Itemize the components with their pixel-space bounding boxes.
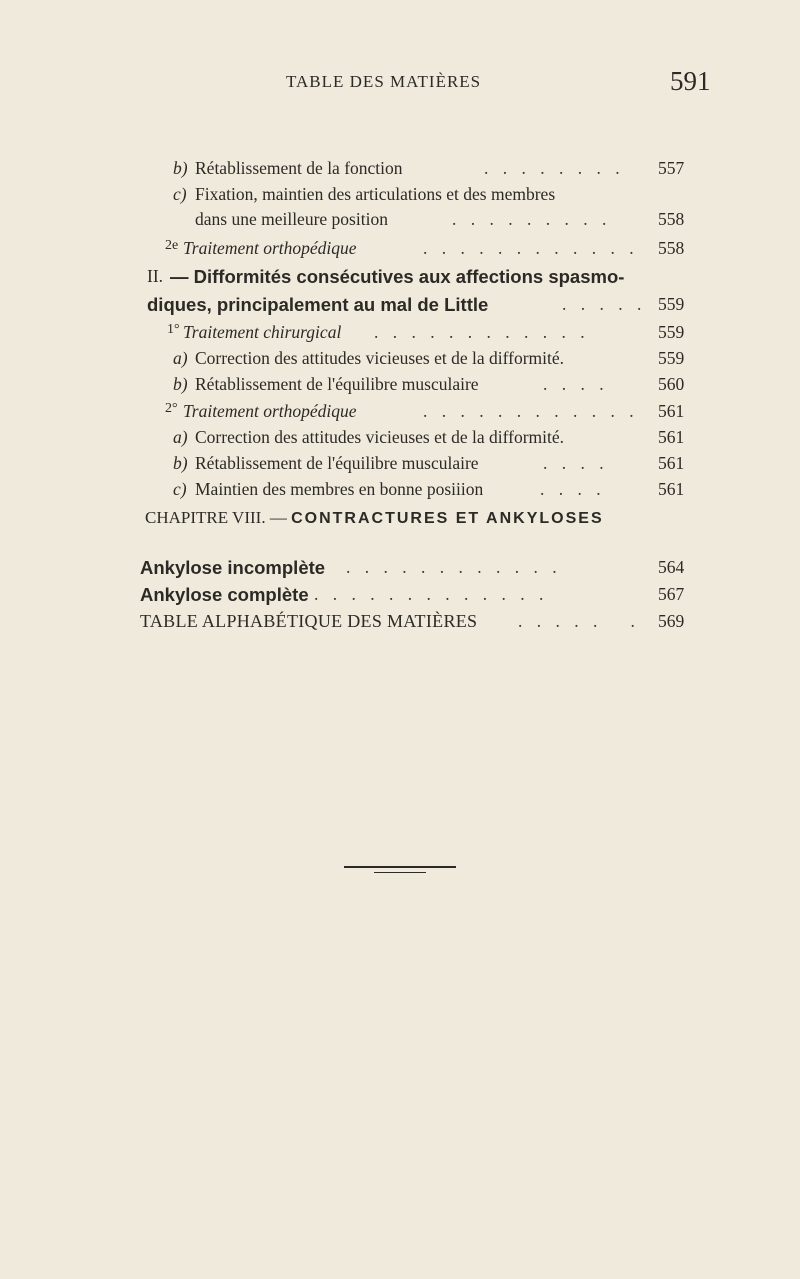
page-number: 591	[670, 66, 711, 96]
entry-page: 567	[658, 584, 685, 604]
toc-entry	[0, 209, 800, 233]
entry-label: b)	[173, 453, 188, 473]
entry-page: 561	[658, 401, 685, 421]
closing-rule	[344, 866, 456, 868]
entry-page: 564	[658, 557, 685, 577]
chapter-title: CONTRACTURES ET ANKYLOSES	[291, 510, 604, 527]
section-number: II.	[147, 266, 164, 286]
leader-dots: . . . .	[543, 453, 609, 473]
leader-dots: . . . . . . . . . . . . .	[314, 584, 549, 604]
toc-entry	[0, 158, 800, 182]
entry-page: 557	[658, 158, 685, 178]
entry-text: Maintien des membres en bonne posiiion	[195, 479, 484, 499]
entry-page: 558	[658, 238, 685, 258]
entry-page: 561	[658, 479, 685, 499]
entry-page: 561	[658, 453, 685, 473]
toc-chapter-entry	[0, 584, 800, 608]
entry-text: Correction des attitudes vicieuses et de la difformité.	[195, 348, 565, 368]
leader-dots: . . . . . . . . . . . .	[374, 322, 590, 342]
toc-section-heading	[0, 294, 800, 318]
toc-section-heading	[0, 266, 800, 290]
entry-label: 1°	[167, 322, 180, 337]
entry-text: Rétablissement de la fonction	[195, 158, 403, 178]
leader-dots: . . . . . . . .	[484, 158, 625, 178]
toc-entry	[0, 374, 800, 398]
leader-dots: . . . . . . . . . . . .	[346, 557, 562, 577]
toc-entry	[0, 348, 800, 372]
entry-page: 560	[658, 374, 685, 394]
entry-page: 559	[658, 348, 685, 368]
entry-text: Rétablissement de l'équilibre musculaire	[195, 374, 479, 394]
entry-page: 569	[658, 611, 685, 631]
entry-text: Ankylose incomplète	[140, 557, 326, 578]
entry-text: Traitement chirurgical	[183, 322, 342, 342]
toc-entry	[0, 322, 800, 346]
toc-entry	[0, 184, 800, 208]
leader-dots: . . . . . . . . . . . .	[423, 401, 639, 421]
section-title: diques, principalement au mal de Little	[147, 294, 489, 315]
entry-text: Fixation, maintien des articulations et des membres	[195, 184, 556, 204]
entry-page: 561	[658, 427, 685, 447]
toc-entry	[0, 427, 800, 451]
running-title: TABLE DES MATIÈRES	[286, 72, 482, 91]
leader-dots: . . . .	[543, 374, 609, 394]
toc-chapter-entry	[0, 557, 800, 581]
entry-text: Correction des attitudes vicieuses et de la difformité.	[195, 427, 565, 447]
entry-label: 2°	[165, 401, 178, 416]
entry-text: Ankylose complète	[140, 584, 309, 605]
toc-entry	[0, 238, 800, 262]
entry-label: c)	[173, 184, 187, 204]
entry-label: b)	[173, 374, 188, 394]
toc-chapter-entry	[0, 611, 800, 635]
leader-dots: . . . . .	[562, 294, 647, 314]
leader-dots: . . . . . .	[518, 611, 640, 631]
entry-label: b)	[173, 158, 188, 178]
entry-page: 558	[658, 209, 685, 229]
chapter-number: CHAPITRE VIII. —	[145, 508, 292, 527]
entry-page: 559	[658, 294, 685, 314]
leader-dots: . . . . . . . . . . . .	[423, 238, 639, 258]
leader-dots: . . . .	[540, 479, 606, 499]
entry-page: 559	[658, 322, 685, 342]
entry-text: Traitement orthopédique	[183, 238, 357, 258]
entry-label: 2e	[165, 238, 179, 253]
entry-label: a)	[173, 427, 188, 447]
entry-text: Traitement orthopédique	[183, 401, 357, 421]
leader-dots: . . . . . . . . .	[452, 209, 612, 229]
chapter-heading	[145, 508, 604, 528]
closing-rule-short	[374, 872, 426, 873]
entry-label: c)	[173, 479, 187, 499]
section-title: — Difformités consécutives aux affections spasmo-	[170, 266, 625, 287]
entry-text: TABLE ALPHABÉTIQUE DES MATIÈRES	[140, 611, 478, 631]
toc-entry	[0, 479, 800, 503]
entry-label: a)	[173, 348, 188, 368]
toc-entry	[0, 401, 800, 425]
entry-text: Rétablissement de l'équilibre musculaire	[195, 453, 479, 473]
toc-entry	[0, 453, 800, 477]
entry-text: dans une meilleure position	[195, 209, 388, 229]
